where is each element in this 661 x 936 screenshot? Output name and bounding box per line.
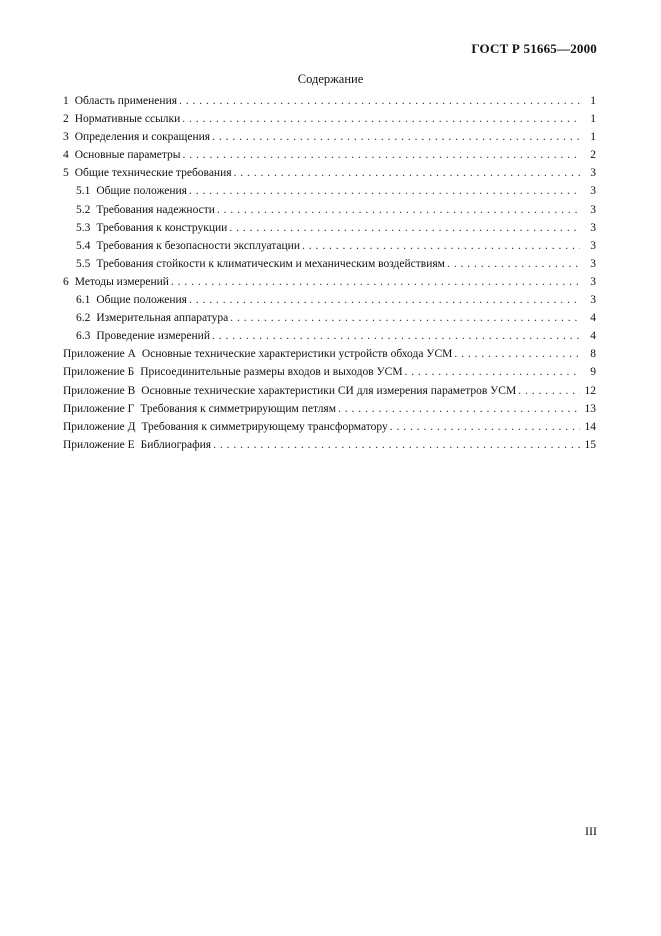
toc-entry-page: 4 (590, 312, 596, 325)
toc-entry-label: Основные технические характеристики устройств обхода УСМ (141, 348, 453, 361)
toc-entry-label: Библиография (140, 438, 212, 451)
toc-entry[interactable] (63, 385, 596, 403)
toc-dot-leader (230, 312, 580, 324)
toc-entry-page: 3 (590, 239, 596, 252)
toc-dot-leader (518, 385, 580, 397)
toc-entry-number: 4 (63, 149, 69, 162)
toc-entry-number: Приложение Б (63, 366, 135, 379)
toc-entry-page: 3 (590, 275, 596, 288)
toc-dot-leader (447, 258, 580, 270)
toc-dot-leader (217, 204, 580, 216)
toc-entry-number: 5.5 (76, 257, 91, 270)
toc-dot-leader (189, 294, 580, 306)
toc-entry-label: Требования надежности (96, 203, 215, 216)
toc-entry-page: 8 (590, 348, 596, 361)
toc-entry-page: 9 (590, 366, 596, 379)
toc-entry-number: 2 (63, 113, 69, 126)
toc-entry-number: 6.2 (76, 312, 91, 325)
toc-entry-number: 5 (63, 167, 69, 180)
toc-entry-page: 1 (590, 113, 596, 126)
toc-entry-label: Общие положения (96, 294, 187, 307)
toc-entry[interactable] (63, 185, 596, 203)
toc-dot-leader (212, 131, 580, 143)
toc-dot-leader (182, 113, 580, 125)
toc-entry-page: 12 (584, 384, 596, 397)
toc-entry-label: Измерительная аппаратура (96, 312, 229, 325)
toc-entry[interactable] (63, 167, 596, 185)
toc-entry[interactable] (63, 312, 596, 330)
toc-entry-label: Общие технические требования (74, 167, 232, 180)
toc-entry[interactable] (63, 366, 596, 384)
toc-entry-page: 3 (590, 203, 596, 216)
toc-entry-label: Требования к симметрирующему трансформатору (141, 420, 388, 433)
toc-entry-number: 5.4 (76, 239, 91, 252)
toc-entry-number: Приложение Д (63, 420, 136, 433)
toc-entry-number: Приложение Г (63, 402, 135, 415)
toc-entry[interactable] (63, 149, 596, 167)
toc-entry-number: 6 (63, 275, 69, 288)
toc-entry-label: Требования к симметрирующим петлям (140, 402, 337, 415)
toc-entry-label: Требования к безопасности эксплуатации (96, 239, 300, 252)
toc-dot-leader (454, 348, 580, 360)
toc-title: Содержание (297, 72, 364, 86)
toc-entry[interactable] (63, 276, 596, 294)
toc-entry-number: 3 (63, 131, 69, 144)
toc-entry-label: Методы измерений (74, 275, 169, 288)
toc-entry-page: 3 (590, 221, 596, 234)
toc-entry-label: Проведение измерений (96, 330, 210, 343)
toc-entry-page: 1 (590, 131, 596, 144)
toc-entry[interactable] (63, 222, 596, 240)
toc-entry[interactable] (63, 131, 596, 149)
toc-entry-label: Требования стойкости к климатическим и механическим воздействиям (96, 257, 445, 270)
toc-entry-page: 15 (584, 438, 596, 451)
toc-entry[interactable] (63, 95, 596, 113)
toc-dot-leader (338, 403, 580, 415)
toc-entry-label: Основные параметры (74, 149, 181, 162)
toc-entry-page: 14 (584, 420, 596, 433)
toc-entry-number: Приложение В (63, 384, 136, 397)
toc-dot-leader (183, 149, 581, 161)
toc-entry-page: 1 (590, 95, 596, 107)
toc-dot-leader (229, 222, 580, 234)
table-of-contents (63, 95, 596, 457)
toc-entry[interactable] (63, 348, 596, 366)
toc-entry-number: 6.3 (76, 330, 91, 343)
toc-dot-leader (213, 439, 580, 451)
toc-entry-label: Требования к конструкции (96, 221, 228, 234)
toc-entry[interactable] (63, 439, 596, 457)
toc-entry-number: Приложение А (63, 348, 136, 361)
toc-entry[interactable] (63, 330, 596, 348)
toc-dot-leader (405, 366, 580, 378)
toc-entry-number: 5.1 (76, 185, 91, 198)
toc-entry[interactable] (63, 240, 596, 258)
toc-entry-number: Приложение Е (63, 438, 135, 451)
toc-dot-leader (179, 95, 580, 107)
toc-dot-leader (171, 276, 580, 288)
toc-entry-number: 5.3 (76, 221, 91, 234)
toc-entry-page: 4 (590, 330, 596, 343)
toc-dot-leader (189, 185, 580, 197)
toc-entry-page: 3 (590, 257, 596, 270)
toc-entry-label: Область применения (74, 95, 178, 107)
toc-dot-leader (212, 330, 580, 342)
toc-entry-label: Определения и сокращения (74, 131, 211, 144)
toc-entry-page: 3 (590, 185, 596, 198)
toc-entry[interactable] (63, 204, 596, 222)
toc-entry-label: Присоединительные размеры входов и выходов УСМ (140, 366, 403, 379)
toc-dot-leader (302, 240, 580, 252)
toc-entry-label: Основные технические характеристики СИ для измерения параметров УСМ (141, 384, 517, 397)
page-number: III (585, 824, 597, 838)
toc-entry-label: Нормативные ссылки (74, 113, 181, 126)
toc-entry[interactable] (63, 403, 596, 421)
toc-entry-number: 6.1 (76, 294, 91, 307)
toc-entry-page: 13 (584, 402, 596, 415)
toc-entry[interactable] (63, 113, 596, 131)
toc-entry-number: 1 (63, 95, 69, 107)
toc-dot-leader (234, 167, 580, 179)
toc-entry-number: 5.2 (76, 203, 91, 216)
toc-entry-label: Общие положения (96, 185, 187, 198)
document-code: ГОСТ Р 51665—2000 (471, 41, 597, 56)
toc-entry-page: 3 (590, 294, 596, 307)
toc-entry[interactable] (63, 421, 596, 439)
toc-entry[interactable] (63, 294, 596, 312)
toc-entry-page: 3 (590, 167, 596, 180)
toc-dot-leader (390, 421, 580, 433)
toc-entry[interactable] (63, 258, 596, 276)
toc-entry-page: 2 (590, 149, 596, 162)
